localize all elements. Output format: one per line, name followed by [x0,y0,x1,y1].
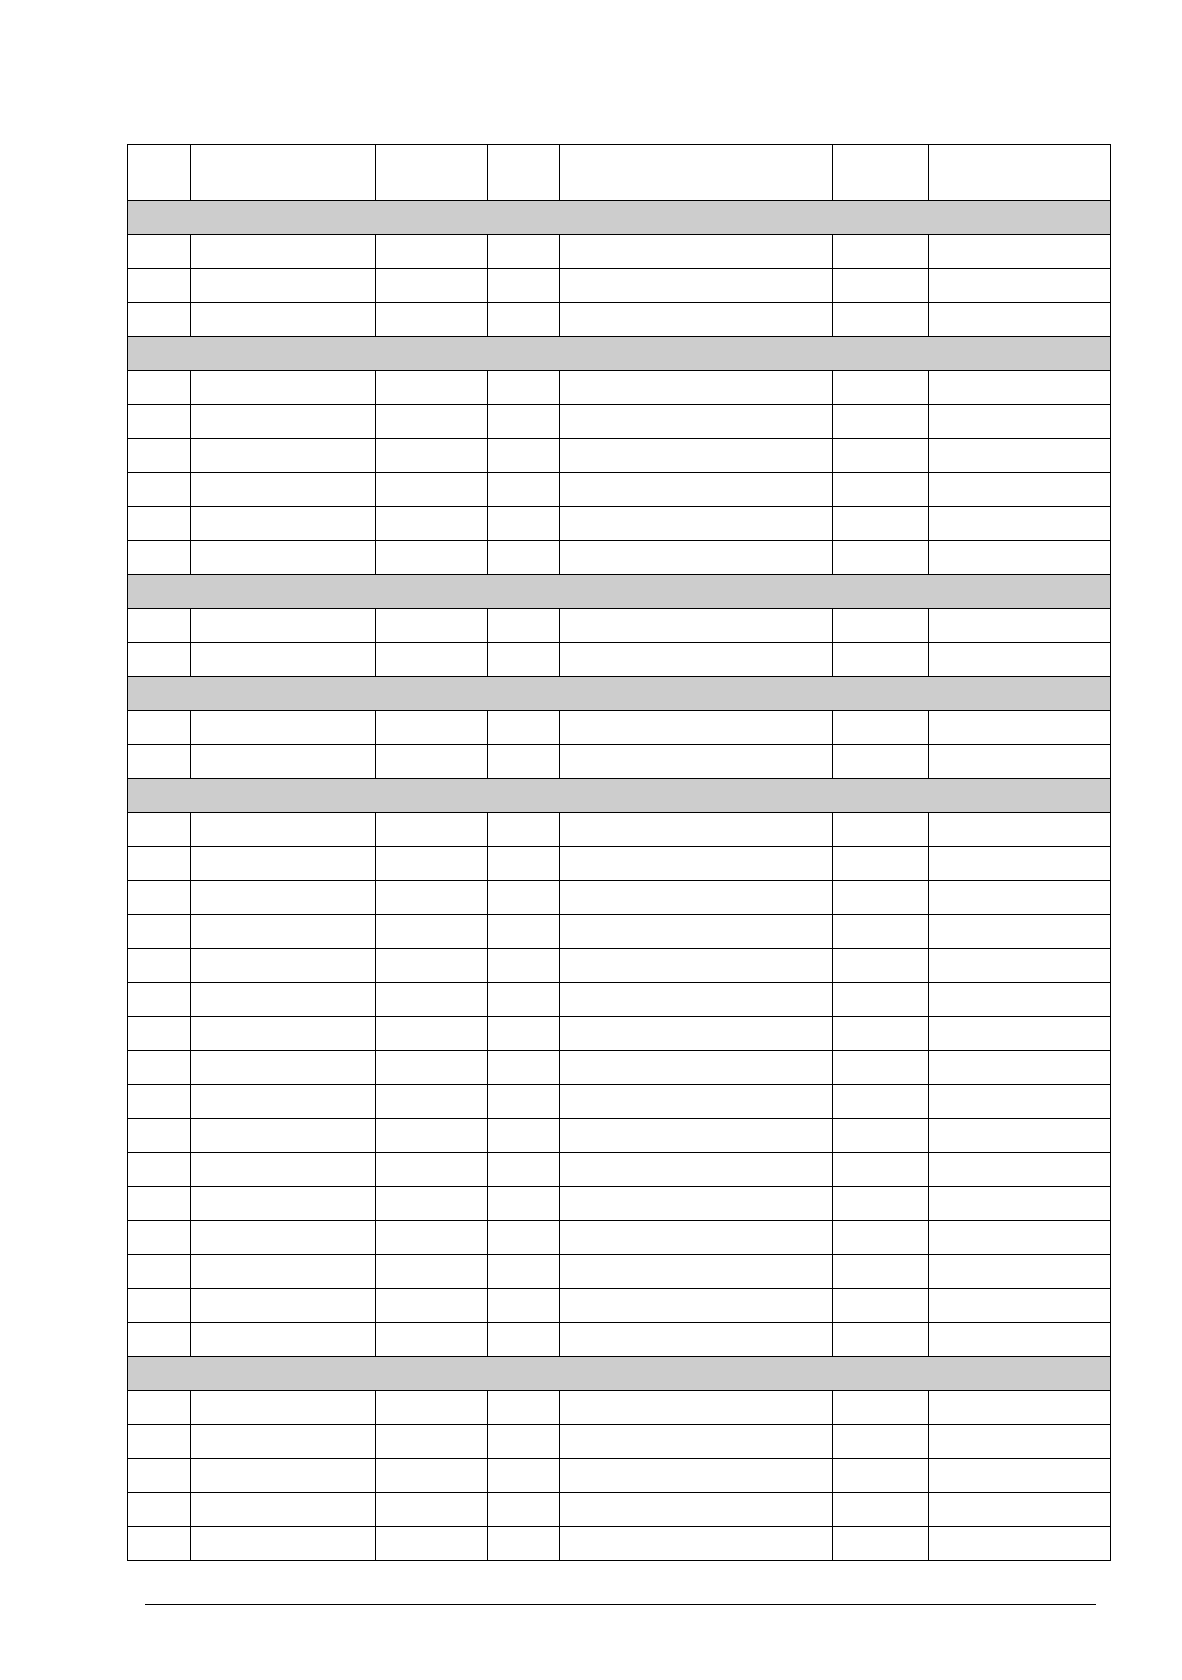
table-cell [488,1017,560,1051]
table-row [128,507,1111,541]
table-cell [833,1425,929,1459]
table-cell [128,1221,191,1255]
table-cell [376,1017,488,1051]
table-cell [833,813,929,847]
table-row [128,813,1111,847]
table-cell [488,1425,560,1459]
table-cell [191,1323,376,1357]
section-header-row [128,201,1111,235]
table-cell [191,405,376,439]
section-header-row [128,337,1111,371]
data-table [127,144,1111,1561]
table-cell [128,1051,191,1085]
table-cell [376,1085,488,1119]
table-cell [488,1187,560,1221]
table-cell [833,1493,929,1527]
table-cell [128,1425,191,1459]
table-cell [128,643,191,677]
table-cell [488,1391,560,1425]
table-cell [376,609,488,643]
table-cell [929,1051,1111,1085]
column-header-1 [128,145,191,201]
table-cell [376,1289,488,1323]
section-label [128,201,1111,235]
table-cell [929,1323,1111,1357]
table-cell [560,1493,833,1527]
table-cell [488,439,560,473]
table-cell [191,813,376,847]
table-cell [376,949,488,983]
table-row [128,609,1111,643]
table-cell [488,813,560,847]
table-cell [128,1017,191,1051]
table-cell [376,1459,488,1493]
table-cell [929,235,1111,269]
table-cell [376,1153,488,1187]
table-cell [833,1255,929,1289]
table-cell [929,439,1111,473]
table-cell [191,1391,376,1425]
table-cell [488,473,560,507]
table-cell [376,881,488,915]
table-cell [376,1425,488,1459]
table-cell [929,881,1111,915]
table-cell [833,1119,929,1153]
table-cell [560,1017,833,1051]
table-cell [128,1119,191,1153]
table-cell [560,541,833,575]
table-cell [560,1289,833,1323]
table-cell [128,507,191,541]
section-label [128,779,1111,813]
table-cell [376,1187,488,1221]
table-cell [560,1085,833,1119]
table-cell [191,881,376,915]
table-row [128,439,1111,473]
table-cell [128,745,191,779]
table-cell [191,1187,376,1221]
table-cell [191,235,376,269]
table-row [128,1323,1111,1357]
table-cell [376,1221,488,1255]
table-cell [833,235,929,269]
table-cell [929,643,1111,677]
table-cell [833,405,929,439]
table-cell [929,915,1111,949]
table-cell [191,1493,376,1527]
table-cell [929,1527,1111,1561]
table-cell [560,915,833,949]
table-cell [833,847,929,881]
table-cell [929,507,1111,541]
table-cell [488,303,560,337]
table-cell [191,915,376,949]
table-cell [488,1289,560,1323]
table-row [128,915,1111,949]
table-cell [833,881,929,915]
table-cell [128,983,191,1017]
table-cell [560,1187,833,1221]
table-cell [833,1221,929,1255]
table-cell [376,1255,488,1289]
table-cell [833,949,929,983]
table-row [128,711,1111,745]
table-cell [191,507,376,541]
table-cell [560,1221,833,1255]
table-cell [560,847,833,881]
table-cell [128,847,191,881]
table-cell [191,269,376,303]
table-cell [128,1255,191,1289]
table-header-row [128,145,1111,201]
table-cell [488,1459,560,1493]
table-cell [376,1391,488,1425]
table-cell [376,1051,488,1085]
table-cell [488,507,560,541]
table-cell [560,1323,833,1357]
table-row [128,1017,1111,1051]
table-cell [560,983,833,1017]
table-cell [833,915,929,949]
table-cell [128,1391,191,1425]
table-cell [376,541,488,575]
table-cell [833,473,929,507]
table-cell [833,745,929,779]
table-cell [929,473,1111,507]
table-cell [488,643,560,677]
table-cell [560,1527,833,1561]
table-cell [929,949,1111,983]
table-cell [929,541,1111,575]
table-cell [191,711,376,745]
table-cell [833,609,929,643]
table-cell [488,405,560,439]
table-cell [929,847,1111,881]
table-cell [560,439,833,473]
table-cell [191,1459,376,1493]
table-cell [833,303,929,337]
table-cell [191,371,376,405]
table-cell [488,609,560,643]
table-cell [833,439,929,473]
table-row [128,1527,1111,1561]
table-row [128,235,1111,269]
table-cell [560,303,833,337]
table-row [128,1289,1111,1323]
table-cell [376,745,488,779]
table-row [128,473,1111,507]
table-cell [560,371,833,405]
table-cell [128,711,191,745]
column-header-3 [376,145,488,201]
table-cell [488,371,560,405]
table-cell [376,1493,488,1527]
table-cell [128,371,191,405]
table-cell [833,541,929,575]
section-header-row [128,779,1111,813]
table-cell [833,1153,929,1187]
table-cell [191,983,376,1017]
table-cell [128,949,191,983]
table-cell [560,949,833,983]
table-row [128,1119,1111,1153]
table-row [128,541,1111,575]
table-cell [488,1119,560,1153]
table-cell [376,269,488,303]
table-cell [929,1153,1111,1187]
table-row [128,371,1111,405]
table-cell [560,1391,833,1425]
table-cell [929,1493,1111,1527]
table-cell [833,269,929,303]
table-cell [191,847,376,881]
table-cell [376,711,488,745]
table-cell [488,1493,560,1527]
table-cell [929,983,1111,1017]
table-cell [128,269,191,303]
table-cell [128,439,191,473]
table-cell [833,1017,929,1051]
table-cell [929,1085,1111,1119]
table-cell [929,609,1111,643]
table-cell [376,983,488,1017]
table-body [128,201,1111,1561]
table-cell [560,405,833,439]
table-cell [833,1051,929,1085]
table-cell [191,1153,376,1187]
column-header-7 [929,145,1111,201]
table-cell [560,269,833,303]
table-cell [833,1391,929,1425]
table-row [128,1391,1111,1425]
column-header-5 [560,145,833,201]
table-cell [191,1051,376,1085]
table-cell [191,1425,376,1459]
table-row [128,745,1111,779]
table-cell [488,1323,560,1357]
table-cell [376,235,488,269]
table-cell [488,1527,560,1561]
table-cell [488,745,560,779]
table-cell [929,1119,1111,1153]
table-cell [376,439,488,473]
table-cell [128,1527,191,1561]
table-cell [128,813,191,847]
table-cell [191,1119,376,1153]
table-cell [376,507,488,541]
table-cell [929,711,1111,745]
table-cell [833,1323,929,1357]
table-cell [128,473,191,507]
table-cell [833,983,929,1017]
table-cell [488,1085,560,1119]
table-cell [560,1153,833,1187]
table-cell [128,1085,191,1119]
table-cell [191,1255,376,1289]
table-cell [833,507,929,541]
section-header-row [128,677,1111,711]
table-cell [833,1289,929,1323]
table-row [128,949,1111,983]
table-row [128,303,1111,337]
table-cell [376,1323,488,1357]
table-cell [128,1153,191,1187]
table-cell [560,1255,833,1289]
table-cell [128,1323,191,1357]
table-cell [488,847,560,881]
table-cell [560,235,833,269]
table-cell [929,745,1111,779]
table-cell [833,1085,929,1119]
table-cell [929,1017,1111,1051]
table-row [128,1493,1111,1527]
table-cell [488,711,560,745]
section-label [128,337,1111,371]
table-cell [376,915,488,949]
table-cell [488,269,560,303]
table-cell [128,1459,191,1493]
table-cell [560,643,833,677]
table-cell [833,1187,929,1221]
table-cell [929,1459,1111,1493]
table-cell [560,1051,833,1085]
table-cell [191,1017,376,1051]
table-cell [560,507,833,541]
table-cell [376,303,488,337]
table-cell [560,473,833,507]
table-cell [191,609,376,643]
table-cell [376,473,488,507]
table-cell [560,745,833,779]
table-cell [128,609,191,643]
table-cell [488,949,560,983]
table-cell [560,711,833,745]
table-cell [128,915,191,949]
table-cell [929,1255,1111,1289]
table-cell [833,1459,929,1493]
table-cell [191,541,376,575]
table-cell [488,915,560,949]
table-cell [128,303,191,337]
table-row [128,1153,1111,1187]
table-cell [128,1289,191,1323]
section-header-row [128,575,1111,609]
table-cell [191,439,376,473]
table-cell [560,881,833,915]
column-header-2 [191,145,376,201]
table-cell [929,1221,1111,1255]
table-cell [376,1527,488,1561]
table-cell [560,1425,833,1459]
column-header-6 [833,145,929,201]
table-cell [488,1051,560,1085]
table-cell [833,711,929,745]
table-row [128,643,1111,677]
table-cell [488,881,560,915]
table-row [128,405,1111,439]
table-cell [191,1527,376,1561]
table-row [128,1255,1111,1289]
table-cell [833,643,929,677]
table-cell [128,1493,191,1527]
table-cell [488,541,560,575]
table-cell [929,405,1111,439]
table-row [128,1051,1111,1085]
table-row [128,983,1111,1017]
table-cell [929,1187,1111,1221]
table-cell [488,983,560,1017]
table-cell [929,1391,1111,1425]
table-cell [376,371,488,405]
section-label [128,575,1111,609]
table-cell [929,303,1111,337]
table-cell [128,235,191,269]
table-cell [376,643,488,677]
column-header-4 [488,145,560,201]
table-cell [929,371,1111,405]
table-cell [929,813,1111,847]
table-cell [833,1527,929,1561]
table-cell [191,473,376,507]
table-cell [191,1221,376,1255]
table-cell [376,847,488,881]
section-header-row [128,1357,1111,1391]
table-cell [191,949,376,983]
table-row [128,269,1111,303]
table-cell [560,813,833,847]
table-row [128,1187,1111,1221]
table-cell [191,303,376,337]
table-cell [488,235,560,269]
footer-rule [145,1604,1096,1605]
table-row [128,1221,1111,1255]
table-cell [488,1255,560,1289]
section-label [128,677,1111,711]
table-cell [191,1085,376,1119]
table-cell [488,1153,560,1187]
table-cell [128,1187,191,1221]
table-cell [191,745,376,779]
table-cell [128,405,191,439]
table-row [128,1425,1111,1459]
table-cell [560,1459,833,1493]
table-cell [128,881,191,915]
table-cell [560,609,833,643]
table-cell [376,1119,488,1153]
table-cell [929,269,1111,303]
table-cell [376,813,488,847]
table-cell [833,371,929,405]
table-row [128,847,1111,881]
table-cell [488,1221,560,1255]
table-cell [560,1119,833,1153]
table-cell [191,643,376,677]
table-cell [191,1289,376,1323]
table-cell [929,1289,1111,1323]
table-cell [929,1425,1111,1459]
table-cell [376,405,488,439]
table-cell [128,541,191,575]
table-row [128,1459,1111,1493]
table-row [128,1085,1111,1119]
table-row [128,881,1111,915]
section-label [128,1357,1111,1391]
